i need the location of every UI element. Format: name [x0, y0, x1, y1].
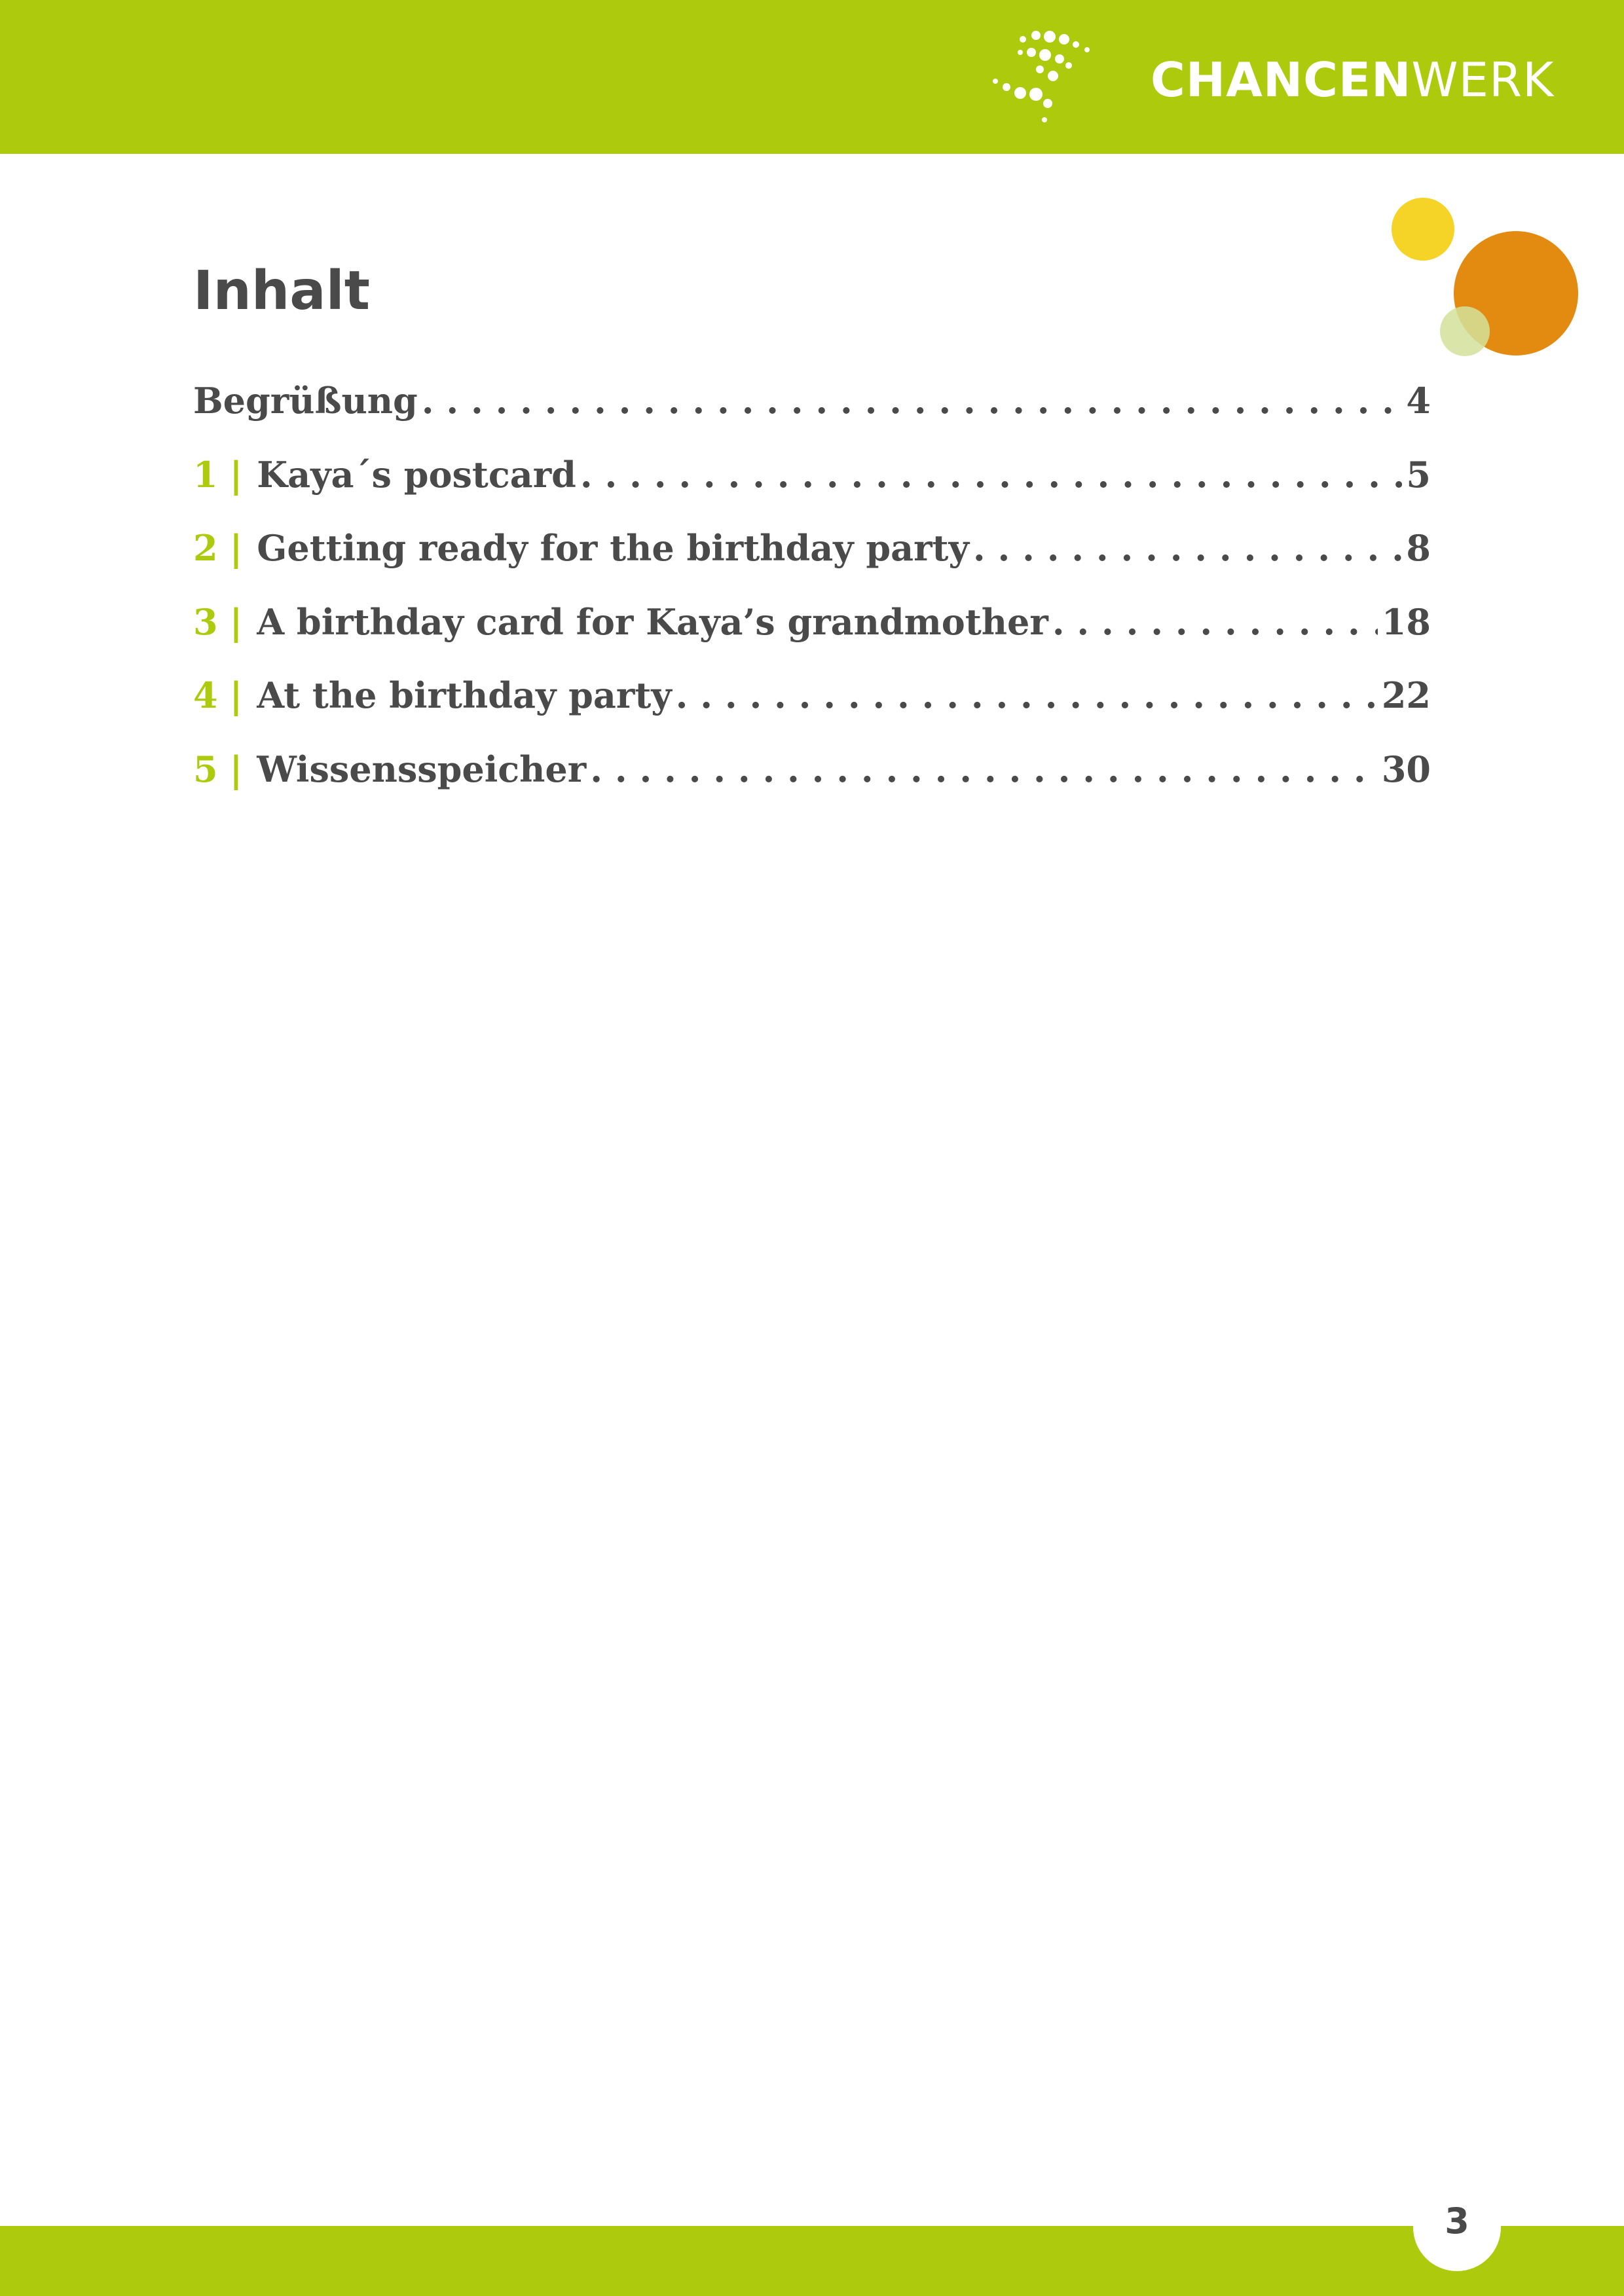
header-band: [0, 0, 1624, 154]
toc-leader-dots: [580, 454, 1403, 496]
toc-entry-label: Getting ready for the birthday party: [257, 527, 969, 569]
toc-entry[interactable]: [193, 601, 1431, 675]
toc-separator: |: [229, 527, 243, 569]
toc-separator: |: [229, 748, 243, 790]
logo-wordmark-light: WERK: [1411, 52, 1555, 107]
toc-leader-dots: [973, 527, 1403, 569]
toc-entry-page: 8: [1406, 527, 1431, 569]
toc-leader-dots: [676, 674, 1378, 716]
toc-leader-dots: [1052, 601, 1378, 643]
toc-entry-page: 4: [1406, 380, 1431, 422]
toc-entry[interactable]: [193, 748, 1431, 822]
page-title: Inhalt: [193, 260, 370, 322]
toc-entry[interactable]: [193, 454, 1431, 528]
toc-entry-number: 4: [193, 674, 218, 716]
toc-separator: |: [229, 674, 243, 716]
logo-wordmark: [1151, 54, 1554, 106]
toc-entry-number: 2: [193, 527, 218, 569]
toc-entry-page: 22: [1381, 674, 1431, 716]
toc-entry-page: 30: [1381, 748, 1431, 790]
toc-entry[interactable]: [193, 380, 1431, 454]
toc-leader-dots: [590, 748, 1378, 790]
toc-entry-page: 18: [1381, 600, 1431, 643]
page-number-badge: [1413, 2183, 1501, 2271]
toc-entry-number: 1: [193, 453, 218, 496]
logo-wordmark-bold: CHANCEN: [1151, 52, 1412, 107]
table-of-contents: [193, 380, 1431, 822]
toc-entry-number: 3: [193, 600, 218, 643]
toc-separator: |: [229, 600, 243, 643]
chancenwerk-logo: [989, 26, 1555, 131]
toc-entry-label: At the birthday party: [257, 674, 672, 716]
toc-entry-number: 5: [193, 748, 218, 790]
toc-entry-label: Begrüßung: [193, 380, 418, 422]
toc-separator: |: [229, 453, 243, 496]
toc-entry-label: Wissensspeicher: [257, 748, 587, 790]
footer-band: [0, 2226, 1624, 2296]
logo-dots-icon: [989, 26, 1133, 131]
page-number: 3: [1445, 2200, 1469, 2242]
toc-entry[interactable]: [193, 527, 1431, 601]
toc-entry-label: A birthday card for Kaya’s grandmother: [257, 600, 1048, 643]
toc-entry[interactable]: [193, 674, 1431, 748]
yellow-circle: [1392, 198, 1454, 261]
toc-leader-dots: [422, 380, 1403, 422]
toc-entry-label: Kaya´s postcard: [257, 453, 576, 496]
green-circle: [1440, 306, 1490, 356]
toc-entry-page: 5: [1406, 453, 1431, 496]
circles-icon: [1375, 190, 1591, 367]
